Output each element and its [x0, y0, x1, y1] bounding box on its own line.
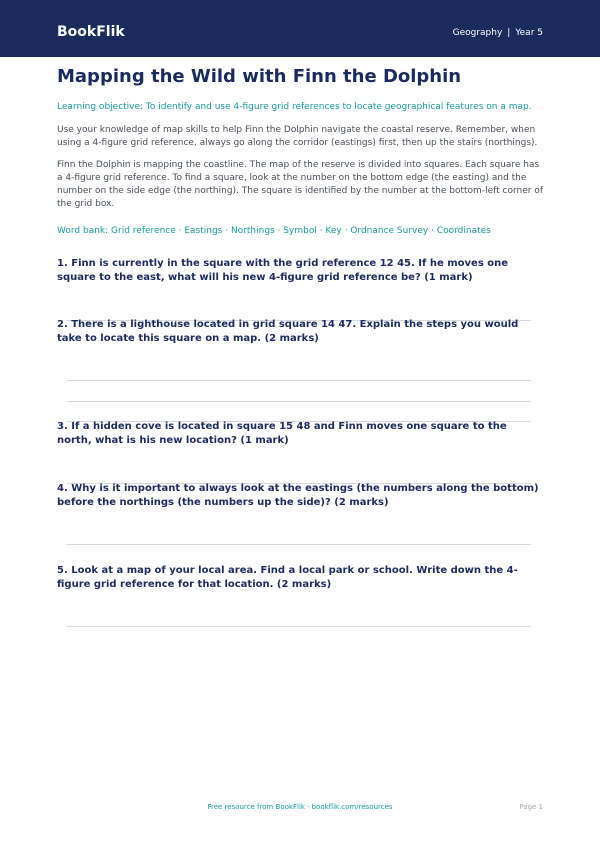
separator: |: [507, 28, 511, 38]
answer-line[interactable]: [67, 626, 531, 627]
answer-line[interactable]: [67, 544, 531, 545]
subject-year-label: [453, 27, 543, 39]
brand-logo-text: BookFlik: [57, 24, 125, 40]
footer-credit: Free resource from BookFlik · bookflik.com/resources: [207, 803, 393, 811]
subject-label: Geography: [452, 28, 503, 38]
answer-line[interactable]: [67, 380, 531, 381]
header-bar: [0, 0, 600, 57]
question-2: 2. There is a lighthouse located in grid square 14 47. Explain the steps you would take to locate this square on a map. (2 marks): [57, 319, 519, 344]
answer-line[interactable]: [67, 401, 531, 402]
question-3: 3. If a hidden cove is located in square 15 48 and Finn moves one square to the north, what is his new location? (1 mark): [57, 421, 507, 446]
intro-paragraph-2: Finn the Dolphin is mapping the coastline. The map of the reserve is divided into squares. Each square has a 4-figure grid reference. To find a square, look at the number on the bottom edge (the easting) and the number on the side edge (the northing). The square is identified by the number at the bottom-left corner of the grid box.: [57, 160, 543, 209]
intro-paragraph-1: Use your knowledge of map skills to help Finn the Dolphin navigate the coastal reserve. Remember, when using a 4-figure grid reference, always go along the corridor (eastings) first, then up the stairs (northings).: [57, 125, 538, 148]
word-bank: Word bank: Grid reference · Eastings · Northings · Symbol · Key · Ordnance Survey · Coordinates: [57, 226, 491, 236]
question-4: 4. Why is it important to always look at the eastings (the numbers along the bottom) before the northings (the numbers up the side)? (2 marks): [57, 483, 539, 508]
learning-objective: Learning objective: To identify and use 4-figure grid references to locate geographical features on a map.: [57, 102, 532, 112]
page-title: Mapping the Wild with Finn the Dolphin: [57, 66, 462, 87]
question-1: 1. Finn is currently in the square with the grid reference 12 45. If he moves one square to the east, what will his new 4-figure grid reference be? (1 mark): [57, 258, 509, 283]
page-number: Page 1: [519, 803, 543, 811]
question-5: 5. Look at a map of your local area. Find a local park or school. Write down the 4-figure grid reference for that location. (2 marks): [57, 565, 518, 590]
year-label: Year 5: [515, 28, 543, 38]
